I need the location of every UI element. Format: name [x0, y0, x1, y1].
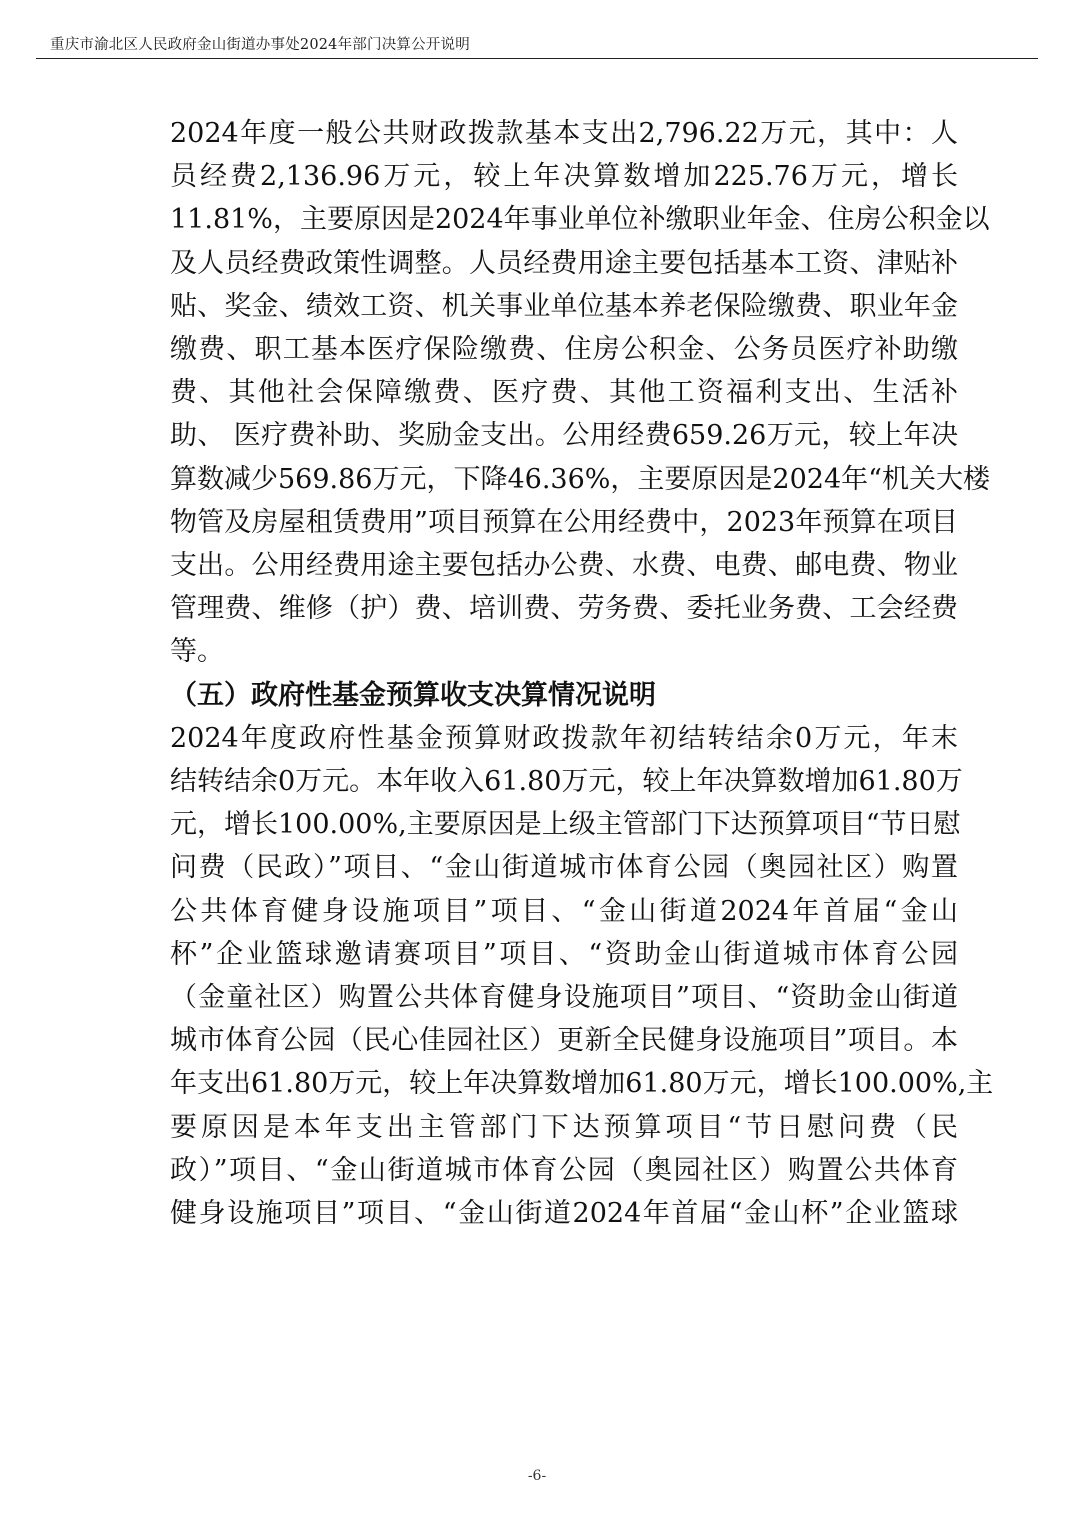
paragraph-general-budget-expenditure: [116, 112, 990, 674]
document-header-title: 重庆市渝北区人民政府金山街道办事处2024年部门决算公开说明: [50, 37, 470, 53]
text-line: 员经费2,136.96万元，较上年决算数增加225.76万元，增长: [170, 161, 958, 193]
text-line: 政）”项目、“金山街道城市体育公园（奥园社区）购置公共体育: [170, 1154, 958, 1186]
text-line: 费、其他社会保障缴费、医疗费、其他工资福利支出、生活补: [170, 377, 958, 409]
text-line: 公共体育健身设施项目”项目、“金山街道2024年首届“金山: [170, 895, 958, 927]
text-line: 问费（民政）”项目、“金山街道城市体育公园（奥园社区）购置: [170, 852, 958, 884]
text-line: 杯”企业篮球邀请赛项目”项目、“资助金山街道城市体育公园: [170, 938, 958, 970]
page-number: -6-: [527, 1468, 547, 1484]
text-line: 结转结余0万元。本年收入61.80万元，较上年决算数增加61.80万: [170, 766, 963, 798]
section-heading: （五）政府性基金预算收支决算情况说明: [170, 679, 656, 711]
text-line: 等。: [170, 636, 224, 668]
text-line: 2024年度政府性基金预算财政拨款年初结转结余0万元，年末: [170, 722, 958, 754]
text-line: 支出。公用经费用途主要包括办公费、水费、电费、邮电费、物业: [170, 550, 958, 582]
text-line: 要原因是本年支出主管部门下达预算项目“节日慰问费（民: [170, 1111, 958, 1143]
header-divider: [36, 58, 1038, 59]
text-line: 元，增长100.00%,主要原因是上级主管部门下达预算项目“节日慰: [170, 809, 961, 841]
text-line: 年支出61.80万元，较上年决算数增加61.80万元，增长100.00%,主: [170, 1068, 994, 1100]
text-line: 算数减少569.86万元，下降46.36%，主要原因是2024年“机关大楼: [170, 463, 990, 495]
text-line: 及人员经费政策性调整。人员经费用途主要包括基本工资、津贴补: [170, 247, 958, 279]
text-line: 城市体育公园（民心佳园社区）更新全民健身设施项目”项目。本: [170, 1025, 958, 1057]
text-line: （金童社区）购置公共体育健身设施项目”项目、“资助金山街道: [170, 982, 958, 1014]
text-line: 11.81%，主要原因是2024年事业单位补缴职业年金、住房公积金以: [170, 204, 990, 236]
text-line: 管理费、维修（护）费、培训费、劳务费、委托业务费、工会经费: [170, 593, 958, 625]
text-line: 缴费、职工基本医疗保险缴费、住房公积金、公务员医疗补助缴: [170, 334, 958, 366]
text-line: 健身设施项目”项目、“金山街道2024年首届“金山杯”企业篮球: [170, 1198, 958, 1230]
paragraph-government-fund-budget: [116, 717, 994, 1235]
document-body: [116, 112, 994, 1235]
text-line: 物管及房屋租赁费用”项目预算在公用经费中，2023年预算在项目: [170, 506, 958, 538]
text-line: 贴、奖金、绩效工资、机关事业单位基本养老保险缴费、职业年金: [170, 290, 958, 322]
text-line: 助、 医疗费补助、奖励金支出。公用经费659.26万元，较上年决: [170, 420, 958, 452]
text-line: 2024年度一般公共财政拨款基本支出2,796.22万元，其中：人: [170, 118, 958, 149]
